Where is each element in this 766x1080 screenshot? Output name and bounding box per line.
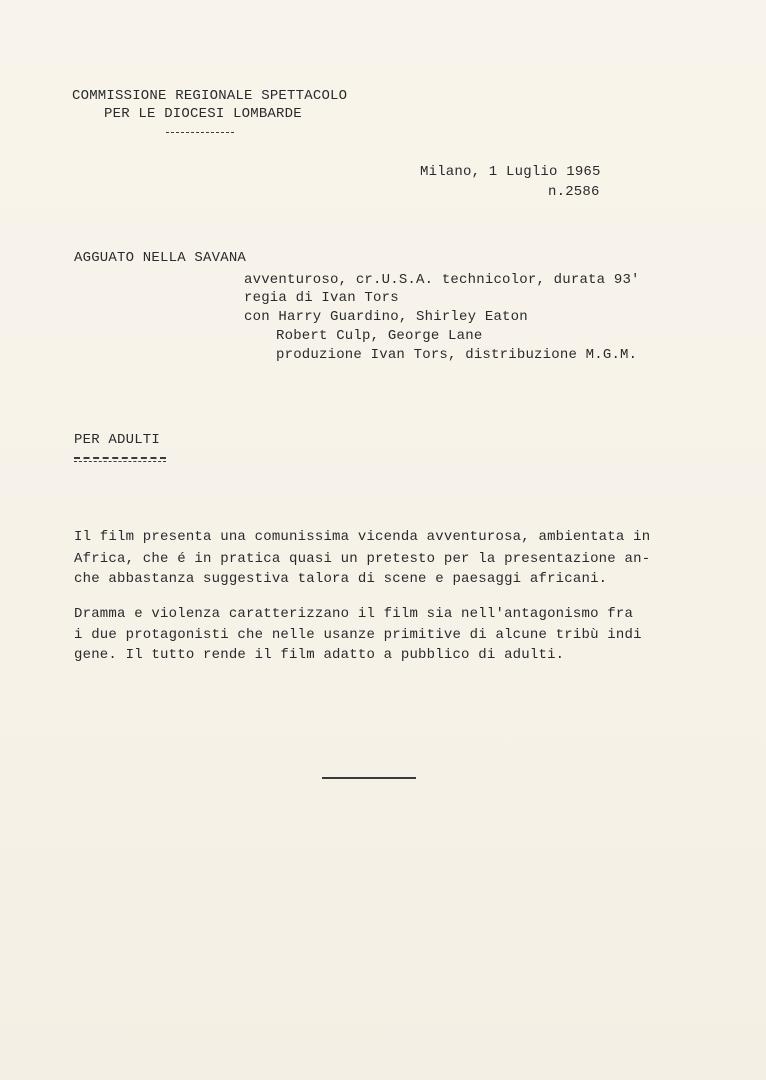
rating-underline [74, 457, 166, 462]
place-date: Milano, 1 Luglio 1965 [420, 164, 601, 180]
film-title: AGGUATO NELLA SAVANA [74, 250, 247, 266]
body-p1-line3: che abbastanza suggestiva talora di scene e paesaggi africani. [74, 571, 608, 587]
film-detail-production: produzione Ivan Tors, distribuzione M.G.M. [276, 347, 638, 363]
body-p1-line2: Africa, che é in pratica quasi un pretesto per la presentazione an- [74, 551, 651, 567]
org-name-line1: COMMISSIONE REGIONALE SPETTACOLO [72, 88, 348, 104]
closing-rule [322, 777, 416, 779]
film-detail-cast-cont: Robert Culp, George Lane [276, 328, 483, 344]
protocol-number: n.2586 [548, 184, 600, 200]
header-underline [166, 132, 234, 133]
film-detail-cast: con Harry Guardino, Shirley Eaton [244, 309, 528, 325]
film-detail-director: regia di Ivan Tors [244, 290, 399, 306]
rating-label: PER ADULTI [74, 432, 161, 448]
body-p1-line1: Il film presenta una comunissima vicenda avventurosa, ambientata in [74, 529, 651, 545]
film-detail-genre: avventuroso, cr.U.S.A. technicolor, durata 93' [244, 272, 640, 288]
body-p2-line1: Dramma e violenza caratterizzano il film sia nell'antagonismo fra [74, 606, 634, 622]
body-p2-line3: gene. Il tutto rende il film adatto a pubblico di adulti. [74, 647, 565, 663]
body-p2-line2: i due protagonisti che nelle usanze primitive di alcune tribù indi [74, 627, 642, 643]
org-name-line2: PER LE DIOCESI LOMBARDE [104, 106, 302, 122]
